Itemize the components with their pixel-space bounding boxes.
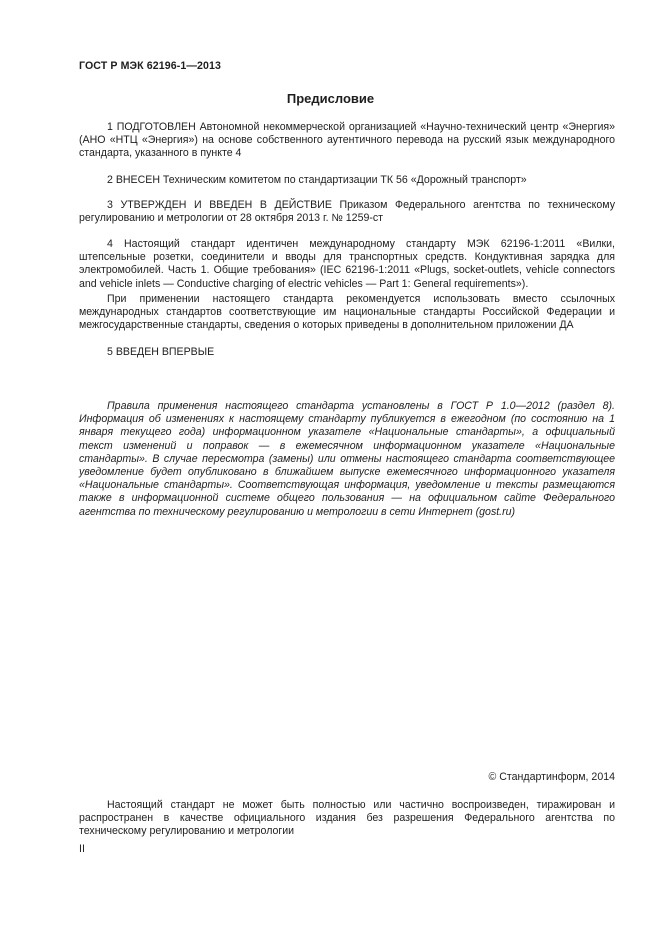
paragraph-identity: 4 Настоящий стандарт идентичен международному стандарту МЭК 62196-1:2011 «Вилки, штепсельные розетки, соединители и вводы для транспортных средств. Кондуктивная зарядка для электромобилей. Часть 1. Общие требования» (IEC 62196-1:2011 «Plugs, socket-outlets, vehicle connectors and vehicle inlets — Conductive charging of electric vehicles — Part 1: General requirements»). — [79, 238, 615, 290]
paragraph-application: При применении настоящего стандарта рекомендуется использовать вместо ссылочных международных стандартов соответствующие им национальные стандарты Российской Федерации и межгосударственные стандарты, сведения о которых приведены в дополнительном приложении ДА — [79, 293, 615, 332]
paragraph-prepared-by: 1 ПОДГОТОВЛЕН Автономной некоммерческой организацией «Научно-технический центр «Энергия» (АНО «НТЦ «Энергия») на основе собственного аутентичного перевода на русский язык международного стандарта, указанного в пункте 4 — [79, 121, 615, 160]
legal-notice: Настоящий стандарт не может быть полностью или частично воспроизведен, тиражирован и распространен в качестве официального издания без разрешения Федерального агентства по техническому регулированию и метрологии — [79, 799, 615, 838]
application-rules-note: Правила применения настоящего стандарта установлены в ГОСТ Р 1.0—2012 (раздел 8). Информация об изменениях к настоящему стандарту публикуется в ежегодном (по состоянию на 1 января текущего года) информационном указателе «Национальные стандарты», а официальный текст изменений и поправок — в ежемесячном информационном указателе «Национальные стандарты». В случае пересмотра (замены) или отмены настоящего стандарта соответствующее уведомление будет опубликовано в ближайшем выпуске ежемесячного информационного указателя «Национальные стандарты». Соответствующая информация, уведомление и тексты размещаются также в информационной системе общего пользования — на официальном сайте Федерального агентства по техническому регулированию и метрологии в сети Интернет (gost.ru) — [79, 400, 615, 518]
copyright-notice: © Стандартинформ, 2014 — [488, 771, 615, 783]
section-title: Предисловие — [286, 91, 375, 106]
paragraph-approved: 3 УТВЕРЖДЕН И ВВЕДЕН В ДЕЙСТВИЕ Приказом Федерального агентства по техническому регулированию и метрологии от 28 октября 2013 г. № 1259-ст — [79, 199, 615, 225]
paragraph-introduced: 5 ВВЕДЕН ВПЕРВЫЕ — [107, 346, 215, 358]
document-code-header: ГОСТ Р МЭК 62196-1—2013 — [79, 60, 222, 72]
page-number: II — [79, 843, 85, 855]
paragraph-submitted-by: 2 ВНЕСЕН Техническим комитетом по стандартизации ТК 56 «Дорожный транспорт» — [107, 174, 527, 186]
